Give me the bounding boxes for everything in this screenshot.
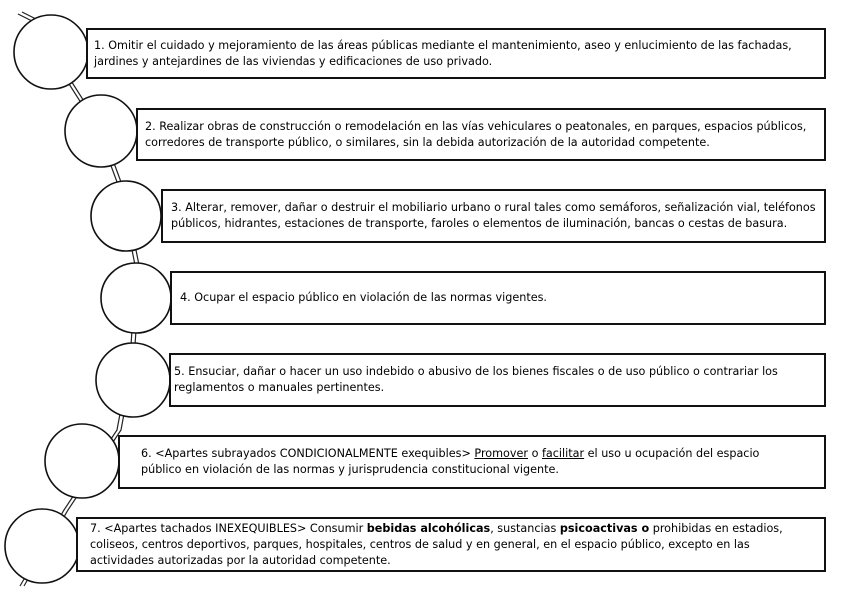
item-text: Ensuciar, dañar o hacer un uso indebido o abusivo de los bienes fiscales o de uso público o contrariar los reglamentos o manuales pertinentes. [174,365,778,394]
item-text: prohibidas en estadios, coliseos, centros deportivos, parques, hospitales, centros de salud y en general, en el espacio público, excepto en las actividades autorizadas por la autoridad competente. [90,521,783,567]
item-text: Omitir el cuidado y mejoramiento de las áreas públicas mediante el mantenimiento, aseo y enlucimiento de las fachadas, jardines y antejardines de las viviendas y edificaciones de uso privado. [94,38,792,68]
circle-6 [45,424,119,498]
item-mid: o [531,447,539,460]
item-text: Ocupar el espacio público en violación de las normas vigentes. [194,291,547,304]
circle-3 [91,181,161,251]
item-prefix: <Apartes subrayados CONDICIONALMENTE exequibles> [155,447,471,460]
item-box-6 [118,435,826,489]
item-number: 7. [90,521,101,535]
item-box-5 [169,353,826,407]
item-number: 4. [180,291,191,304]
item-box-2 [136,108,826,161]
item-text: Alterar, remover, dañar o destruir el mobiliario urbano o rural tales como semáforos, señalización vial, teléfonos públicos, hidrantes, estaciones de transporte, faroles o elementos de iluminación, bancas o cestas de basura. [171,201,816,230]
bold-bebidas: bebidas alcohólicas [366,521,491,535]
circle-7 [5,509,79,583]
item-prefix: <Apartes tachados INEXEQUIBLES> Consumir [104,521,364,535]
item-number: 2. [145,119,156,133]
circle-5 [96,343,170,417]
item-number: 6. [141,447,152,460]
item-box-7 [76,517,826,572]
underlined-facilitar: facilitar [541,447,585,460]
item-text: el uso u ocupación del espacio público en violación de las normas y jurisprudencia constitucional vigente. [141,447,760,476]
circle-2 [65,95,137,167]
item-number: 3. [171,201,182,214]
circle-4 [101,263,171,333]
circles [5,15,171,583]
item-box-3 [161,189,826,243]
item-mid: , sustancias [490,521,557,535]
item-box-4 [170,271,826,325]
item-box-1 [86,28,826,79]
item-number: 5. [174,365,185,378]
item-text: Realizar obras de construcción o remodelación en las vías vehiculares o peatonales, en parques, espacios públicos, corredores de transporte público, o similares, sin la debida autorización de la autoridad competente. [145,119,807,149]
underlined-promover: Promover [474,447,528,460]
item-number: 1. [94,38,105,52]
circle-1 [14,15,88,89]
bold-psicoactivas: psicoactivas o [559,521,650,535]
